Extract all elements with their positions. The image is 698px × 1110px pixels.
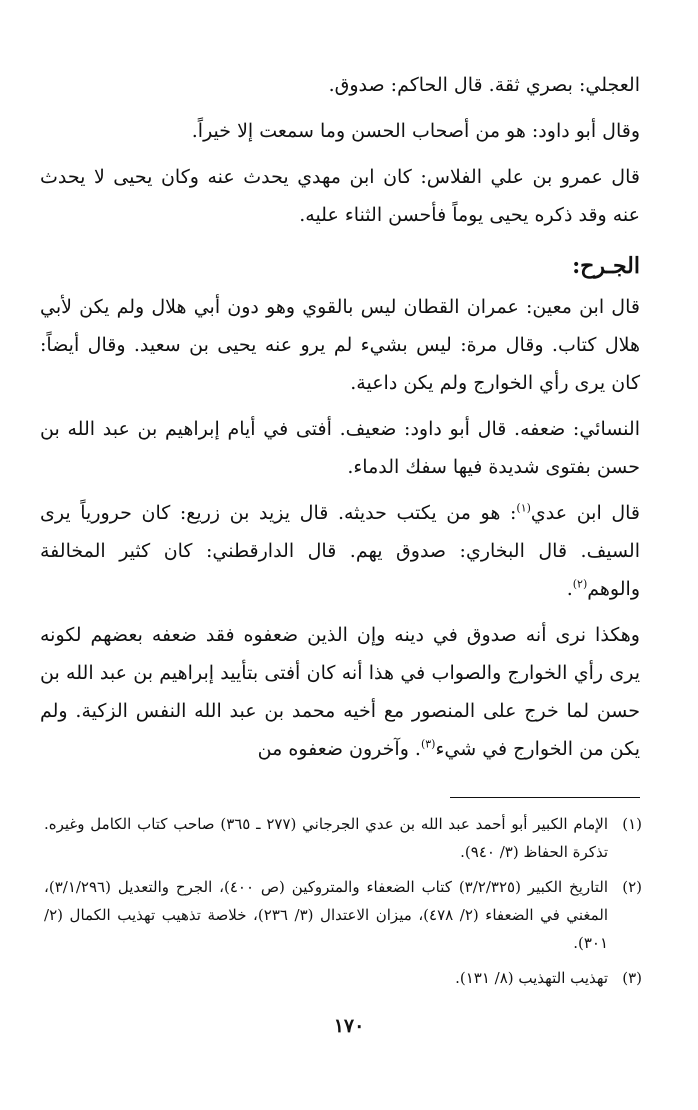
text-segment: . وآخرون ضعفوه من: [257, 738, 421, 760]
footnote-item: [44, 810, 642, 866]
paragraph-conclusion: [40, 616, 640, 768]
footnote-divider: [450, 797, 640, 798]
footnote-text: تهذيب التهذيب (٨/ ١٣١).: [455, 969, 608, 987]
footnotes: [44, 810, 642, 999]
text-segment: : هو من يكتب حديثه. قال يزيد بن زريع: كان حرورياً يرى السيف. قال البخاري: صدوق يهم. قال الدارقطني: كان كثير المخالفة والوهم: [40, 502, 640, 600]
text-segment: .: [566, 578, 573, 600]
paragraph-ibn-adi: [40, 494, 640, 608]
paragraph-ajli: العجلي: بصري ثقة. قال الحاكم: صدوق.: [328, 74, 640, 96]
paragraph-abu-dawud: وقال أبو داود: هو من أصحاب الحسن وما سمعت إلا خيراً.: [191, 120, 640, 142]
section-heading-jarh: الجـرح:: [572, 253, 640, 279]
text-segment: وهكذا نرى أنه صدوق في دينه وإن الذين ضعفوه فقد ضعفه بعضهم لكونه يرى رأي الخوارج والصواب في هذا أنه كان أفتى بتأييد إبراهيم بن عبد الله بن حسن لما خرج على المنصور مع أخيه محمد بن عبد الله النفس الزكية. ولم يكن من الخوارج في شيء: [40, 624, 640, 760]
paragraph-fallas: قال عمرو بن علي الفلاس: كان ابن مهدي يحدث عنه وكان يحيى لا يحدث عنه وقد ذكره يحيى يوماً فأحسن الثناء عليه.: [40, 166, 640, 226]
footnote-item: [44, 964, 642, 992]
footnote-ref-1: (١): [516, 501, 531, 515]
footnote-number: (٢): [622, 878, 642, 896]
paragraph-nasai: النسائي: ضعفه. قال أبو داود: ضعيف. أفتى في أيام إبراهيم بن عبد الله بن حسن بفتوى شديدة فيها سفك الدماء.: [40, 418, 640, 478]
footnote-text: التاريخ الكبير (٣/٢/٣٢٥) كتاب الضعفاء والمتروكين (ص ٤٠٠)، الجرح والتعديل (٣/١/٢٩٦)، المغني في الضعفاء (٢/ ٤٧٨)، ميزان الاعتدال (٣/ ٢٣٦)، خلاصة تذهيب تهذيب الكمال (٢/ ٣٠١).: [44, 878, 608, 952]
footnote-text: الإمام الكبير أبو أحمد عبد الله بن عدي الجرجاني (٢٧٧ ـ ٣٦٥) صاحب كتاب الكامل وغيره. تذكرة الحفاظ (٣/ ٩٤٠).: [44, 815, 608, 861]
footnote-ref-3: (٣): [420, 737, 436, 751]
footnote-number: (١): [622, 815, 642, 833]
footnote-ref-2: (٢): [572, 577, 588, 591]
paragraph-ibn-maeen: قال ابن معين: عمران القطان ليس بالقوي وهو دون أبي هلال ولم يكن لأبي هلال كتاب. وقال مرة: ليس بشيء لم يرو عنه يحيى بن سعيد. وقال أيضاً: كان يرى رأي الخوارج ولم يكن داعية.: [40, 296, 640, 394]
main-text: [40, 66, 640, 776]
page-number: ١٧٠: [333, 1015, 365, 1037]
footnote-item: [44, 873, 642, 957]
text-segment: قال ابن عدي: [530, 502, 641, 524]
footnote-number: (٣): [622, 969, 642, 987]
